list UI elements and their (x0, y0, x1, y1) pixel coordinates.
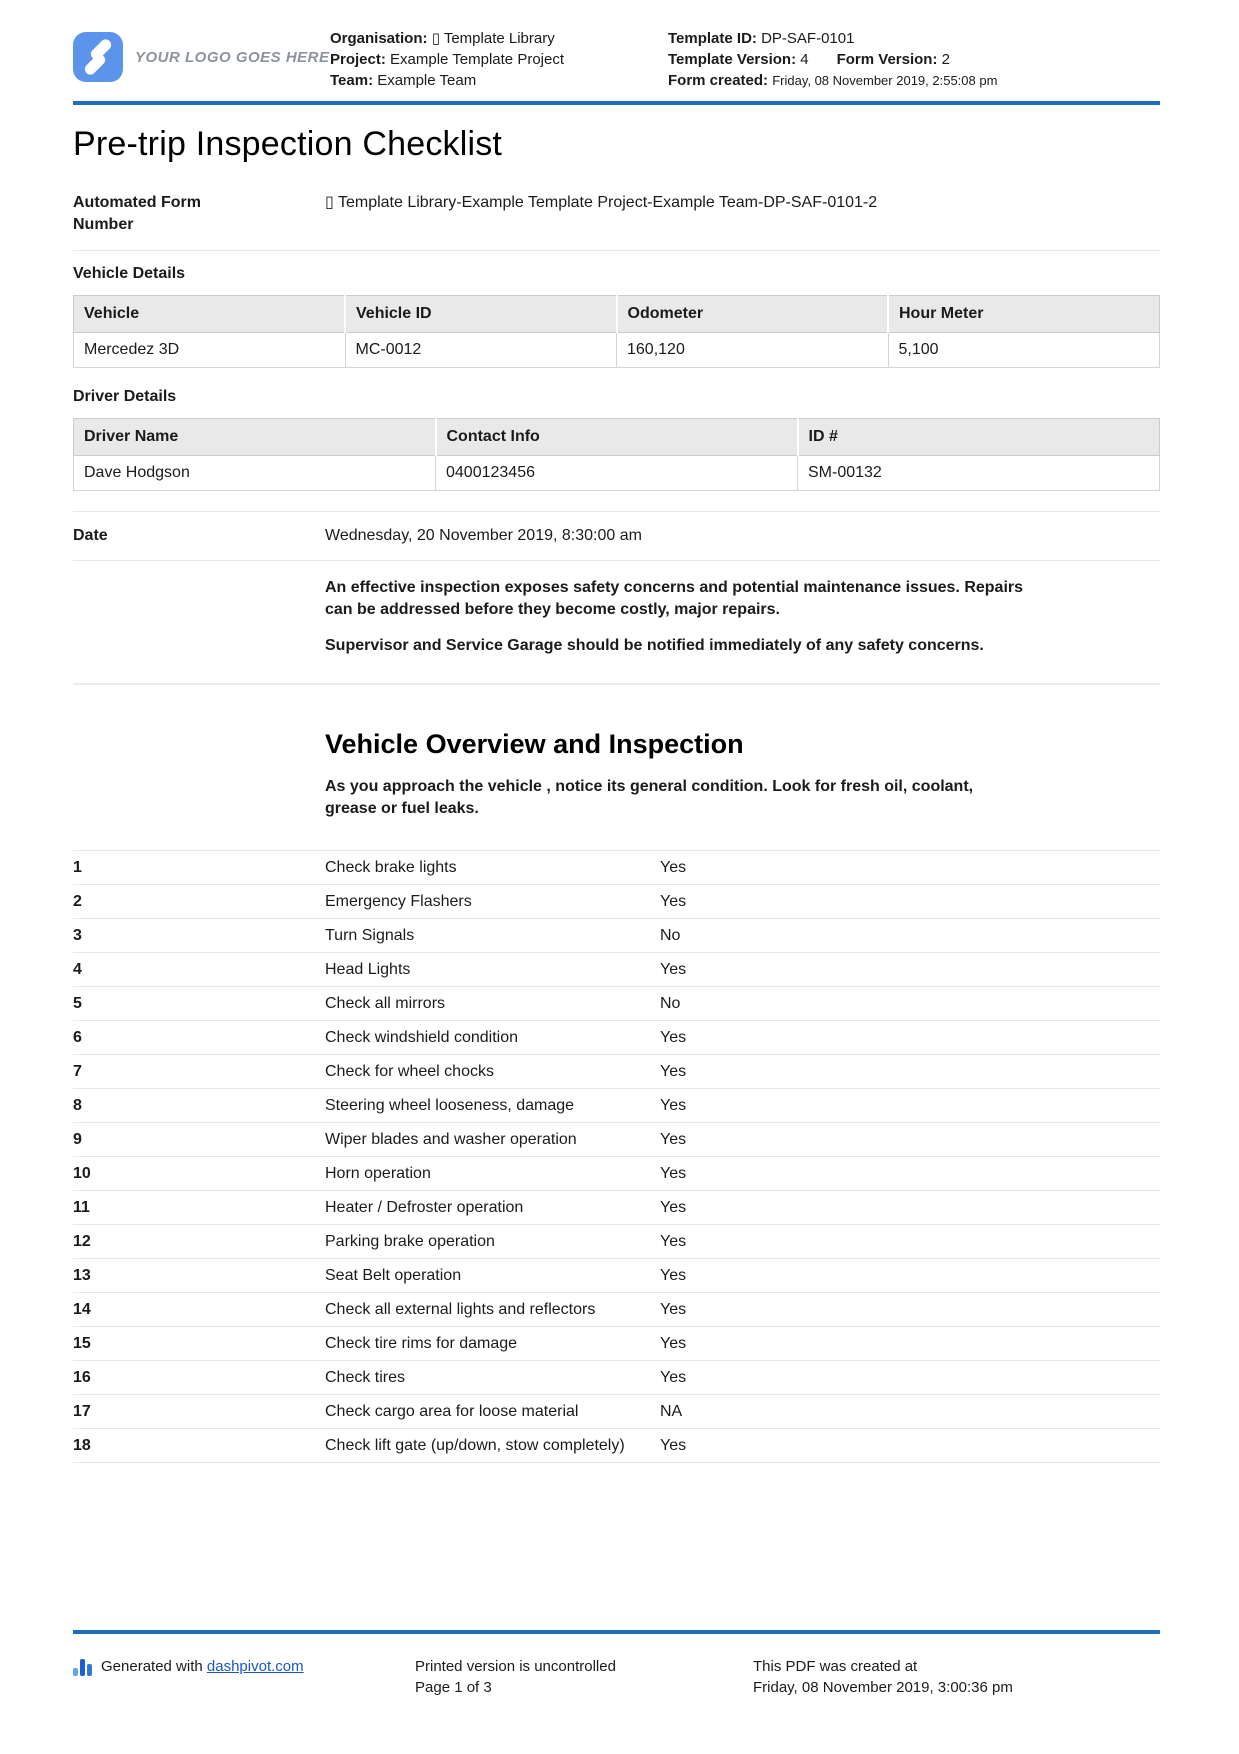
footer-printed-info (415, 1656, 753, 1698)
section-description: As you approach the vehicle , notice its general condition. Look for fresh oil, coolant, grease or fuel leaks. (325, 778, 974, 817)
form-created-label: Form created: (668, 72, 769, 89)
table-header-row (74, 419, 1160, 456)
page-header (73, 28, 1160, 91)
checklist-row (73, 1394, 1160, 1428)
item-text: Wiper blades and washer operation (325, 1131, 577, 1148)
checklist-row (73, 1360, 1160, 1394)
form-version-label: Form Version: (836, 51, 938, 68)
column-header: Vehicle ID (345, 296, 617, 333)
column-header: Driver Name (74, 419, 436, 456)
company-logo-icon (73, 32, 123, 82)
project-value: Example Template Project (390, 51, 565, 68)
driver-details-heading: Driver Details (73, 388, 177, 405)
team-line (330, 70, 668, 91)
versions-line (668, 49, 1028, 70)
template-version-label: Template Version: (668, 51, 797, 68)
item-text: Head Lights (325, 961, 411, 978)
item-answer: Yes (660, 1063, 687, 1080)
bar-chart-icon (73, 1658, 93, 1676)
logo-block (73, 28, 330, 82)
organisation-label: Organisation: (330, 30, 428, 47)
checklist-row (73, 1428, 1160, 1463)
item-answer: Yes (660, 1165, 687, 1182)
page-number-text: Page 1 of 3 (415, 1679, 492, 1696)
item-number: 17 (73, 1403, 91, 1420)
column-header: Vehicle (74, 296, 346, 333)
item-number: 12 (73, 1233, 91, 1250)
item-text: Steering wheel looseness, damage (325, 1097, 575, 1114)
item-number: 10 (73, 1165, 91, 1182)
item-text: Check all mirrors (325, 995, 446, 1012)
generated-prefix: Generated with (101, 1658, 207, 1675)
hour-meter-cell: 5,100 (888, 333, 1160, 368)
contact-info-cell: 0400123456 (436, 456, 798, 491)
vehicle-cell: Mercedez 3D (74, 333, 346, 368)
item-number: 6 (73, 1029, 82, 1046)
item-text: Check brake lights (325, 859, 457, 876)
item-answer: Yes (660, 893, 687, 910)
template-id-label: Template ID: (668, 30, 757, 47)
item-number: 14 (73, 1301, 91, 1318)
item-text: Check windshield condition (325, 1029, 518, 1046)
project-line (330, 49, 668, 70)
item-answer: Yes (660, 1369, 687, 1386)
item-text: Check tire rims for damage (325, 1335, 518, 1352)
item-number: 13 (73, 1267, 91, 1284)
checklist-row (73, 850, 1160, 884)
column-header: ID # (798, 419, 1160, 456)
item-text: Horn operation (325, 1165, 431, 1182)
checklist-row (73, 1190, 1160, 1224)
item-number: 11 (73, 1199, 90, 1216)
item-answer: No (660, 927, 681, 944)
column-header: Contact Info (436, 419, 798, 456)
item-answer: Yes (660, 1097, 687, 1114)
template-id-line (668, 28, 1028, 49)
item-text: Check for wheel chocks (325, 1063, 494, 1080)
item-text: Check tires (325, 1369, 406, 1386)
dashpivot-link[interactable]: dashpivot.com (206, 1658, 304, 1675)
column-header: Hour Meter (888, 296, 1160, 333)
checklist-row (73, 952, 1160, 986)
checklist-row (73, 1326, 1160, 1360)
item-text: Check cargo area for loose material (325, 1403, 579, 1420)
footer-created-info (753, 1656, 1023, 1698)
vehicle-id-cell: MC-0012 (345, 333, 617, 368)
item-number: 18 (73, 1437, 91, 1454)
item-answer: Yes (660, 1335, 687, 1352)
item-number: 4 (73, 961, 82, 978)
organisation-line (330, 28, 668, 49)
checklist-row (73, 1020, 1160, 1054)
item-answer: Yes (660, 1233, 687, 1250)
team-label: Team: (330, 72, 374, 89)
item-number: 15 (73, 1335, 91, 1352)
footer-generated-with (73, 1656, 415, 1698)
item-answer: No (660, 995, 681, 1012)
checklist-row (73, 1088, 1160, 1122)
item-answer: Yes (660, 1029, 687, 1046)
organisation-value: ▯ Template Library (431, 30, 555, 47)
item-text: Heater / Defroster operation (325, 1199, 524, 1216)
item-text: Check all external lights and reflectors (325, 1301, 596, 1318)
item-answer: Yes (660, 1267, 687, 1284)
column-header: Odometer (617, 296, 889, 333)
item-text: Check lift gate (up/down, stow completely) (325, 1437, 625, 1454)
item-number: 8 (73, 1097, 82, 1114)
item-answer: Yes (660, 1199, 687, 1216)
item-text: Turn Signals (325, 927, 415, 944)
footer-accent-line (73, 1630, 1160, 1634)
checklist-row (73, 918, 1160, 952)
item-text: Seat Belt operation (325, 1267, 462, 1284)
form-version-value: 2 (941, 51, 950, 68)
item-answer: Yes (660, 1301, 687, 1318)
table-row (74, 333, 1160, 368)
date-row (73, 511, 1160, 561)
header-meta-left (330, 28, 668, 91)
item-number: 7 (73, 1063, 82, 1080)
section-divider (73, 683, 1160, 685)
item-text: Parking brake operation (325, 1233, 495, 1250)
checklist-row (73, 1122, 1160, 1156)
form-number-value: ▯ Template Library-Example Template Project-Example Team-DP-SAF-0101-2 (325, 194, 878, 211)
item-number: 2 (73, 893, 82, 910)
divider (73, 250, 1160, 251)
checklist-row (73, 986, 1160, 1020)
generated-with-text (101, 1656, 304, 1677)
odometer-cell: 160,120 (617, 333, 889, 368)
driver-name-cell: Dave Hodgson (74, 456, 436, 491)
page-title: Pre-trip Inspection Checklist (73, 125, 503, 163)
printed-version-text: Printed version is uncontrolled (415, 1658, 616, 1675)
team-value: Example Team (377, 72, 477, 89)
item-number: 9 (73, 1131, 82, 1148)
checklist-row (73, 1292, 1160, 1326)
pdf-created-label: This PDF was created at (753, 1658, 918, 1675)
logo-placeholder-text: YOUR LOGO GOES HERE (135, 48, 330, 66)
table-row (74, 456, 1160, 491)
item-number: 3 (73, 927, 82, 944)
header-accent-line (73, 101, 1160, 105)
item-answer: Yes (660, 859, 687, 876)
checklist-row (73, 1258, 1160, 1292)
form-number-label: Automated Form Number (73, 194, 201, 233)
page-footer (73, 1630, 1160, 1698)
item-number: 1 (73, 859, 82, 876)
checklist-row (73, 1224, 1160, 1258)
item-answer: Yes (660, 961, 687, 978)
checklist-row (73, 1054, 1160, 1088)
template-id-value: DP-SAF-0101 (761, 30, 855, 47)
item-number: 5 (73, 995, 82, 1012)
template-version-value: 4 (800, 51, 809, 68)
driver-details-table (73, 418, 1160, 491)
vehicle-details-table (73, 295, 1160, 368)
checklist-row (73, 884, 1160, 918)
form-created-value: Friday, 08 November 2019, 2:55:08 pm (772, 73, 998, 88)
section-heading: Vehicle Overview and Inspection (325, 729, 744, 759)
inspection-notes (325, 561, 1160, 683)
item-answer: Yes (660, 1131, 687, 1148)
note-paragraph: An effective inspection exposes safety concerns and potential maintenance issues. Repairs can be addressed before they become costly, major repairs. (325, 579, 1024, 618)
date-label: Date (73, 527, 108, 544)
vehicle-details-heading: Vehicle Details (73, 265, 186, 282)
item-answer: NA (660, 1403, 683, 1420)
pdf-created-date: Friday, 08 November 2019, 3:00:36 pm (753, 1679, 1013, 1696)
form-created-line (668, 70, 1028, 91)
item-text: Emergency Flashers (325, 893, 472, 910)
project-label: Project: (330, 51, 386, 68)
automated-form-number-row (73, 192, 1160, 236)
note-paragraph: Supervisor and Service Garage should be notified immediately of any safety concerns. (325, 637, 984, 654)
header-meta-right (668, 28, 1028, 91)
item-number: 16 (73, 1369, 91, 1386)
item-answer: Yes (660, 1437, 687, 1454)
inspection-checklist (73, 850, 1160, 1463)
table-header-row (74, 296, 1160, 333)
id-number-cell: SM-00132 (798, 456, 1160, 491)
checklist-row (73, 1156, 1160, 1190)
date-value: Wednesday, 20 November 2019, 8:30:00 am (325, 527, 642, 544)
